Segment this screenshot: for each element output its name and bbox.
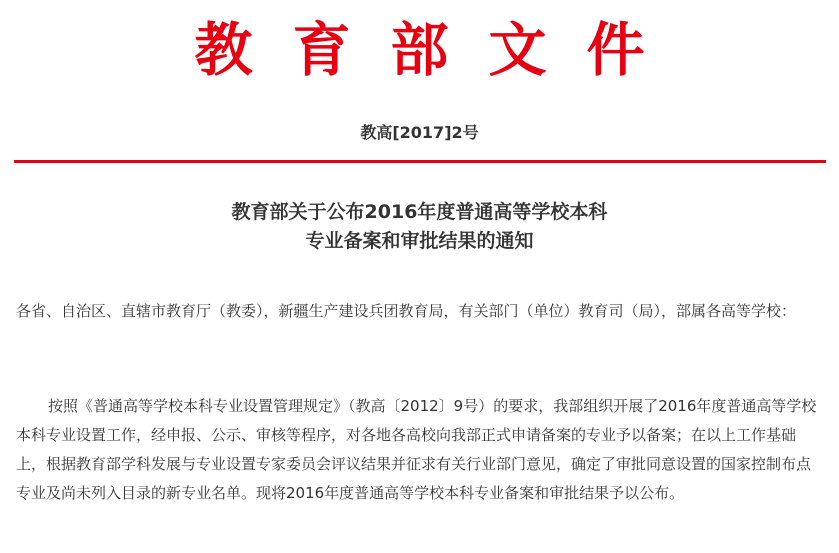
notice-title-line-2: 专业备案和审批结果的通知 xyxy=(305,230,534,252)
red-divider-line xyxy=(14,160,826,163)
notice-title xyxy=(0,198,839,256)
body-paragraph: 按照《普通高等学校本科专业设置管理规定》（教高〔2012〕9号）的要求，我部组织开展了2016年度普通高等学校本科专业设置工作，经申报、公示、审核等程序，对各地各高校向我部正式申请备案的专业予以备案；在以上工作基础上，根据教育部学科发展与专业设置专家委员会评议结果并征求有关行业部门意见，确定了审批同意设置的国家控制布点专业及尚未列入目录的新专业名单。现将2016年度普通高等学校本科专业备案和审批结果予以公布。 xyxy=(16,397,817,502)
addressee-paragraph: 各省、自治区、直辖市教育厅（教委），新疆生产建设兵团教育局，有关部门（单位）教育司（局），部属各高等学校： xyxy=(16,302,797,320)
document-masthead: 教育部文件 xyxy=(194,16,685,84)
notice-title-line-1: 教育部关于公布2016年度普通高等学校本科 xyxy=(231,201,608,223)
document-number: 教高[2017]2号 xyxy=(360,123,479,142)
